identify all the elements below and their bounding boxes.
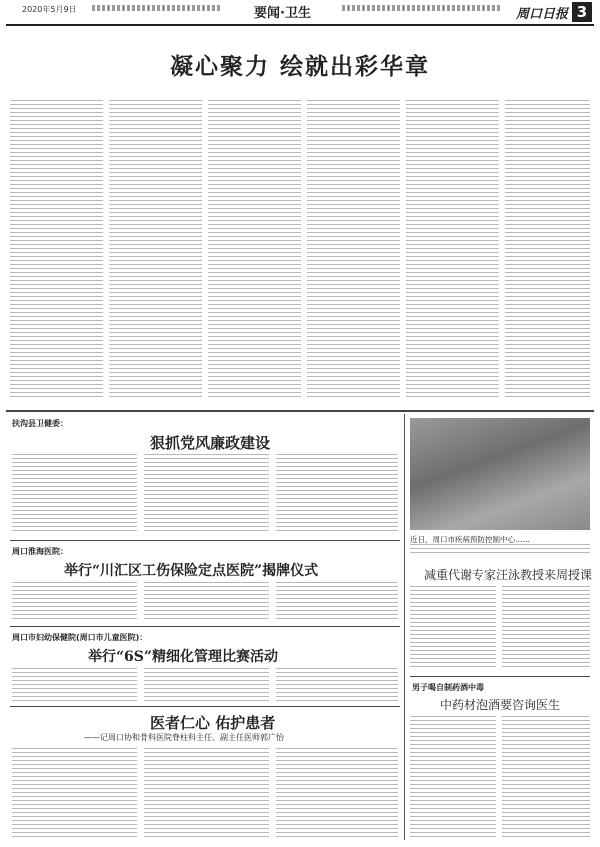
story-3-body-a bbox=[12, 668, 137, 702]
right-story-1-headline: 减重代谢专家汪泳教授来周授课 bbox=[424, 568, 593, 582]
feature-title: 医者仁心 佑护患者 bbox=[150, 714, 276, 732]
right-story-2-body-b bbox=[502, 716, 590, 840]
story-1-headline: 狠抓党风廉政建设 bbox=[150, 434, 271, 452]
story-divider-3 bbox=[10, 706, 400, 707]
main-title: 凝心聚力 绘就出彩华章 bbox=[169, 54, 430, 80]
right-story-2-body-a bbox=[410, 716, 496, 840]
header-rule bbox=[6, 24, 594, 26]
photo-caption-body bbox=[410, 544, 590, 556]
header-date: 2020年5月9日 bbox=[22, 5, 77, 14]
paper-logo: 周口日报 bbox=[516, 7, 569, 22]
feature-subtitle: ——记周口协和骨科医院脊柱科主任、副主任医师郭广怡 bbox=[84, 733, 284, 742]
article-column-3 bbox=[208, 100, 301, 400]
story-3-body-c bbox=[276, 668, 398, 702]
story-divider-1 bbox=[10, 540, 400, 541]
section-divider bbox=[6, 410, 594, 412]
section-tag: 要闻·卫生 bbox=[254, 6, 311, 21]
story-divider-2 bbox=[10, 626, 400, 627]
story-3-kicker: 周口市妇幼保健院(周口市儿童医院)： bbox=[12, 633, 148, 642]
story-1-kicker: 扶沟县卫健委： bbox=[12, 419, 68, 428]
article-column-4 bbox=[307, 100, 400, 400]
header-meta-right bbox=[342, 5, 502, 11]
article-column-2 bbox=[109, 100, 202, 400]
column-divider bbox=[404, 414, 405, 840]
story-2-body-a bbox=[12, 582, 137, 622]
story-2-body-b bbox=[144, 582, 269, 622]
right-story-1-body-a bbox=[410, 586, 496, 670]
story-1-body-a bbox=[12, 454, 137, 534]
right-divider bbox=[410, 676, 590, 677]
story-3-headline: 举行“6S”精细化管理比赛活动 bbox=[88, 649, 278, 665]
header-meta bbox=[92, 5, 222, 11]
right-story-2-kicker: 男子喝自制药酒中毒 bbox=[412, 683, 484, 692]
story-2-body-c bbox=[276, 582, 398, 622]
feature-body-c bbox=[276, 748, 398, 840]
right-story-1-body-b bbox=[502, 586, 590, 670]
story-2-headline: 举行“川汇区工伤保险定点医院”揭牌仪式 bbox=[64, 563, 319, 579]
story-1-body-b bbox=[144, 454, 269, 534]
article-column-1 bbox=[10, 100, 103, 400]
article-column-5 bbox=[406, 100, 499, 400]
page-number-badge: 3 bbox=[572, 2, 592, 22]
right-story-2-headline: 中药材泡酒要咨询医生 bbox=[440, 698, 561, 712]
story-2-kicker: 周口淮海医院： bbox=[12, 547, 68, 556]
feature-body-a bbox=[12, 748, 137, 840]
feature-body-b bbox=[144, 748, 269, 840]
story-1-body-c bbox=[276, 454, 398, 534]
story-3-body-b bbox=[144, 668, 269, 702]
news-photo bbox=[410, 418, 590, 530]
photo-caption: 近日，周口市疾病预防控制中心…… bbox=[410, 535, 530, 544]
article-column-6 bbox=[505, 100, 590, 400]
